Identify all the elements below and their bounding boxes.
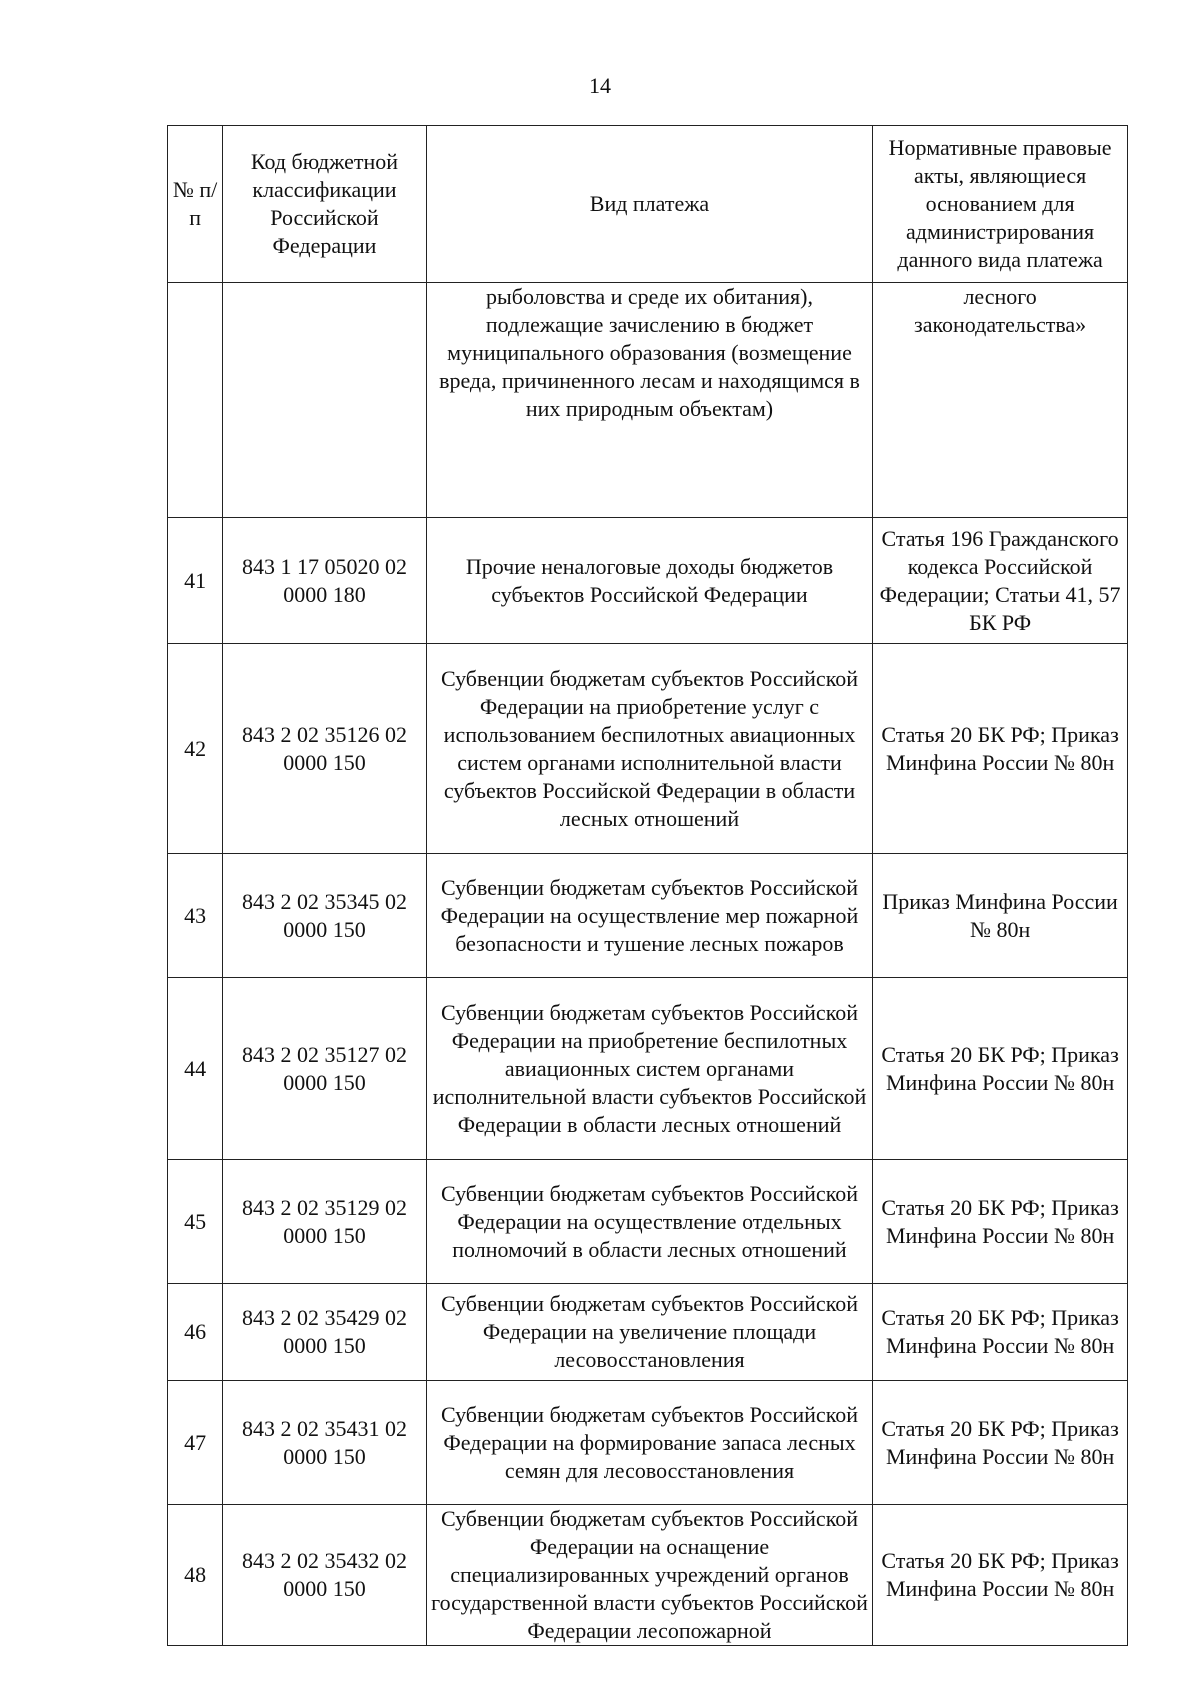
row-code: 843 2 02 35126 02 0000 150 [223, 644, 427, 854]
row-num: 41 [168, 518, 223, 644]
table-row [168, 518, 1128, 644]
budget-classification-table [167, 125, 1128, 1646]
row-acts: Статья 20 БК РФ; Приказ Минфина России № 80н [873, 644, 1128, 854]
row-acts: Статья 196 Гражданского кодекса Российской Федерации; Статьи 41, 57 БК РФ [873, 518, 1128, 644]
row-code: 843 2 02 35129 02 0000 150 [223, 1160, 427, 1284]
row-num [168, 283, 223, 518]
table-row [168, 854, 1128, 978]
row-code: 843 2 02 35431 02 0000 150 [223, 1381, 427, 1505]
table-row [168, 978, 1128, 1160]
table-row [168, 1160, 1128, 1284]
row-code: 843 2 02 35432 02 0000 150 [223, 1505, 427, 1646]
page-number: 14 [589, 73, 611, 98]
header-code: Код бюджетной классификации Российской Федерации [223, 126, 427, 283]
row-acts: Статья 20 БК РФ; Приказ Минфина России № 80н [873, 978, 1128, 1160]
row-acts: Статья 20 БК РФ; Приказ Минфина России № 80н [873, 1381, 1128, 1505]
row-payment: Субвенции бюджетам субъектов Российской Федерации на приобретение услуг с использованием беспилотных авиационных систем органами исполнительной власти субъектов Российской Федерации в области лесных отношений [426, 644, 872, 854]
row-num: 47 [168, 1381, 223, 1505]
row-payment: Субвенции бюджетам субъектов Российской Федерации на увеличение площади лесовосстановления [426, 1284, 872, 1381]
header-num: № п/п [168, 126, 223, 283]
row-num: 48 [168, 1505, 223, 1646]
table-row [168, 1505, 1128, 1646]
row-num: 43 [168, 854, 223, 978]
row-acts: Статья 20 БК РФ; Приказ Минфина России № 80н [873, 1505, 1128, 1646]
row-code: 843 2 02 35127 02 0000 150 [223, 978, 427, 1160]
table-row [168, 644, 1128, 854]
row-payment: Субвенции бюджетам субъектов Российской Федерации на оснащение специализированных учреждений органов государственной власти субъектов Российской Федерации лесопожарной [426, 1505, 872, 1646]
row-code [223, 283, 427, 518]
row-acts: Статья 20 БК РФ; Приказ Минфина России № 80н [873, 1160, 1128, 1284]
row-code: 843 1 17 05020 02 0000 180 [223, 518, 427, 644]
row-code: 843 2 02 35345 02 0000 150 [223, 854, 427, 978]
row-payment: Прочие неналоговые доходы бюджетов субъектов Российской Федерации [426, 518, 872, 644]
row-payment: рыболовства и среде их обитания), подлежащие зачислению в бюджет муниципального образования (возмещение вреда, причиненного лесам и находящимся в них природным объектам) [426, 283, 872, 518]
table-row [168, 1284, 1128, 1381]
row-num: 45 [168, 1160, 223, 1284]
row-payment: Субвенции бюджетам субъектов Российской Федерации на осуществление отдельных полномочий в области лесных отношений [426, 1160, 872, 1284]
header-acts: Нормативные правовые акты, являющиеся основанием для администрирования данного вида платежа [873, 126, 1128, 283]
row-num: 42 [168, 644, 223, 854]
row-num: 44 [168, 978, 223, 1160]
row-payment: Субвенции бюджетам субъектов Российской Федерации на приобретение беспилотных авиационных систем органами исполнительной власти субъектов Российской Федерации в области лесных отношений [426, 978, 872, 1160]
row-acts: Статья 20 БК РФ; Приказ Минфина России № 80н [873, 1284, 1128, 1381]
row-payment: Субвенции бюджетам субъектов Российской Федерации на формирование запаса лесных семян для лесовосстановления [426, 1381, 872, 1505]
row-acts: лесного законодательства» [873, 283, 1128, 518]
table-row [168, 283, 1128, 518]
table-row [168, 1381, 1128, 1505]
table-header-row [168, 126, 1128, 283]
row-code: 843 2 02 35429 02 0000 150 [223, 1284, 427, 1381]
row-num: 46 [168, 1284, 223, 1381]
row-payment: Субвенции бюджетам субъектов Российской Федерации на осуществление мер пожарной безопасности и тушение лесных пожаров [426, 854, 872, 978]
row-acts: Приказ Минфина России № 80н [873, 854, 1128, 978]
header-payment: Вид платежа [426, 126, 872, 283]
